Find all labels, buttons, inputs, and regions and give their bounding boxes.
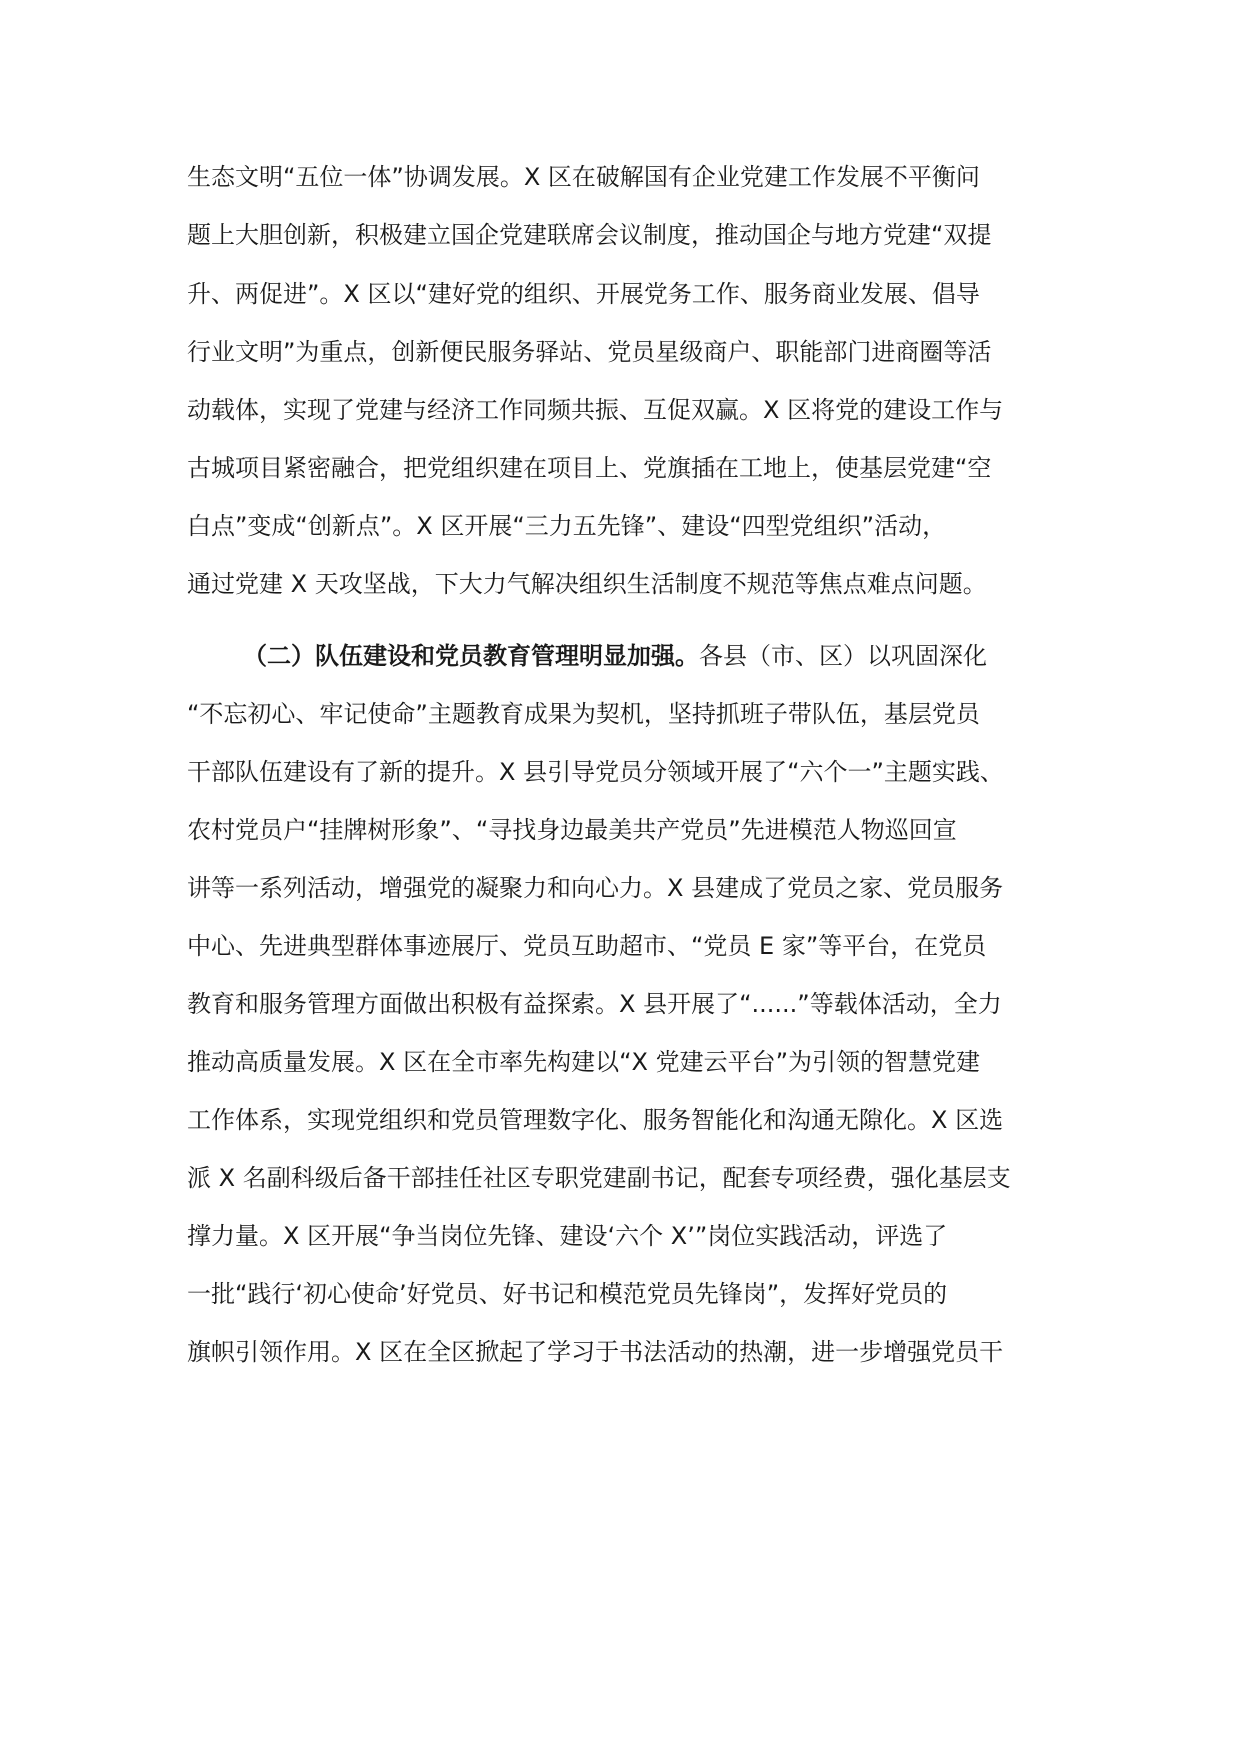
body-text-line: 派 X 名副科级后备干部挂任社区专职党建副书记，配套专项经费，强化基层支 [187, 1164, 1011, 1192]
body-text-line: 撑力量。X 区开展“争当岗位先锋、建设‘六个 X’”岗位实践活动，评选了 [187, 1222, 948, 1250]
body-text-line: 生态文明“五位一体”协调发展。X 区在破解国有企业党建工作发展不平衡问 [187, 163, 980, 191]
body-text-line: 讲等一系列活动，增强党的凝聚力和向心力。X 县建成了党员之家、党员服务 [187, 874, 1004, 902]
body-text-line: 工作体系，实现党组织和党员管理数字化、服务智能化和沟通无隙化。X 区选 [187, 1106, 1004, 1134]
body-text-line: 推动高质量发展。X 区在全市率先构建以“X 党建云平台”为引领的智慧党建 [187, 1048, 981, 1076]
section-heading-continuation: 各县（市、区）以巩固深化 [699, 642, 987, 670]
body-text-line: 升、两促进”。X 区以“建好党的组织、开展党务工作、服务商业发展、倡导 [187, 280, 980, 308]
body-text-line: 古城项目紧密融合，把党组织建在项目上、党旗插在工地上，使基层党建“空 [187, 454, 992, 482]
body-text-line: 一批“践行‘初心使命’好党员、好书记和模范党员先锋岗”，发挥好党员的 [187, 1280, 948, 1308]
body-text-line: 白点”变成“创新点”。X 区开展“三力五先锋”、建设“四型党组织”活动， [187, 512, 947, 540]
body-text-line: “不忘初心、牢记使命”主题教育成果为契机，坚持抓班子带队伍，基层党员 [187, 700, 980, 728]
body-text-line: 通过党建 X 天攻坚战，下大力气解决组织生活制度不规范等焦点难点问题。 [187, 570, 987, 598]
body-text-line: 干部队伍建设有了新的提升。X 县引导党员分领域开展了“六个一”主题实践、 [187, 758, 1004, 786]
body-text-line: 动载体，实现了党建与经济工作同频共振、互促双赢。X 区将党的建设工作与 [187, 396, 1004, 424]
body-text-line: 农村党员户“挂牌树形象”、“寻找身边最美共产党员”先进模范人物巡回宣 [187, 816, 957, 844]
section-heading-line [243, 641, 987, 671]
body-text-line: 题上大胆创新，积极建立国企党建联席会议制度，推动国企与地方党建“双提 [187, 221, 992, 249]
body-text-line: 教育和服务管理方面做出积极有益探索。X 县开展了“......”等载体活动，全力 [187, 990, 1002, 1018]
section-heading: （二）队伍建设和党员教育管理明显加强。 [243, 642, 699, 670]
body-text-line: 行业文明”为重点，创新便民服务驿站、党员星级商户、职能部门进商圈等活 [187, 338, 992, 366]
body-text-line: 旗帜引领作用。X 区在全区掀起了学习于书法活动的热潮，进一步增强党员干 [187, 1338, 1004, 1366]
body-text-line: 中心、先进典型群体事迹展厅、党员互助超市、“党员 E 家”等平台，在党员 [187, 932, 987, 960]
